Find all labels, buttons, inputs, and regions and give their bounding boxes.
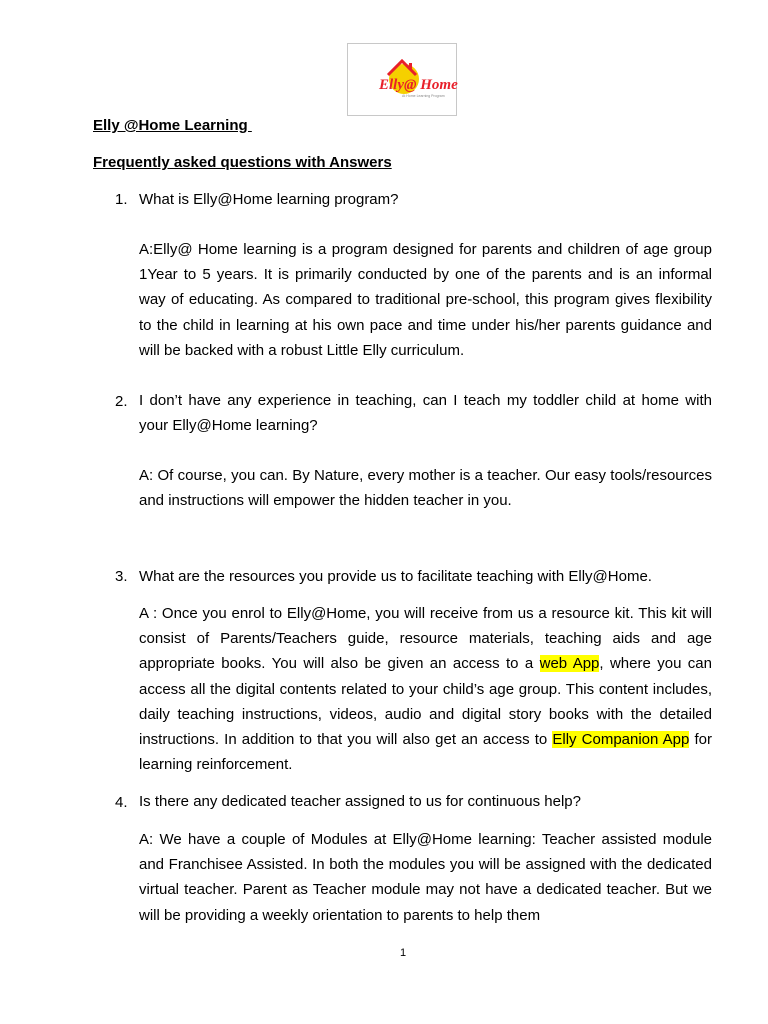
highlight-web-app: web App <box>539 655 600 673</box>
logo-text: Elly@ Home <box>379 77 458 93</box>
faq-question: I don’t have any experience in teaching, can I teach my toddler child at home with your Elly@Home learning? <box>139 392 712 434</box>
faq-question: Is there any dedicated teacher assigned to us for continuous help? <box>139 793 581 810</box>
faq-question: What is Elly@Home learning program? <box>139 191 399 208</box>
faq-number: 2. <box>115 393 128 410</box>
faq-question: What are the resources you provide us to facilitate teaching with Elly@Home. <box>139 568 652 585</box>
document-title: Elly @Home Learning <box>93 117 252 134</box>
document-subtitle: Frequently asked questions with Answers <box>93 154 392 171</box>
faq-answer: A: We have a couple of Modules at Elly@Home learning: Teacher assisted module and Franchisee Assisted. In both the modules you will be assigned with the dedicated virtual teacher. Parent as Teacher module may not have a dedicated teacher. But we will be providing a weekly orientation to parents to help them <box>139 831 712 924</box>
faq-number: 4. <box>115 794 128 811</box>
faq-answer: A:Elly@ Home learning is a program designed for parents and children of age group 1Year to 5 years. It is primarily conducted by one of the parents and is an informal way of educating. As compared to traditional pre-school, this program gives flexibility to the child in learning at his own pace and time under his/her parents guidance and will be backed with a robust Little Elly curriculum. <box>139 241 712 359</box>
faq-number: 3. <box>115 568 128 585</box>
highlight-companion-app: Elly Companion App <box>552 731 690 749</box>
faq-answer: A : Once you enrol to Elly@Home, you will receive from us a resource kit. This kit will consist of Parents/Teachers guide, resource materials, teaching aids and age appropriate books. You will also be given an access to a web App, where you can access all the digital contents related to your child’s age group. This content includes, daily teaching instructions, videos, audio and digital story books with the detailed instructions. In addition to that you will also get an access to Elly Companion App for learning reinforcement. <box>139 605 712 774</box>
logo <box>347 43 457 116</box>
elly-home-logo-icon <box>348 44 458 117</box>
page-number: 1 <box>399 947 407 959</box>
logo-tagline: At Home Learning Program <box>402 94 445 98</box>
faq-number: 1. <box>115 191 128 208</box>
faq-answer: A: Of course, you can. By Nature, every mother is a teacher. Our easy tools/resources and instructions will empower the hidden teacher in you. <box>139 467 712 510</box>
